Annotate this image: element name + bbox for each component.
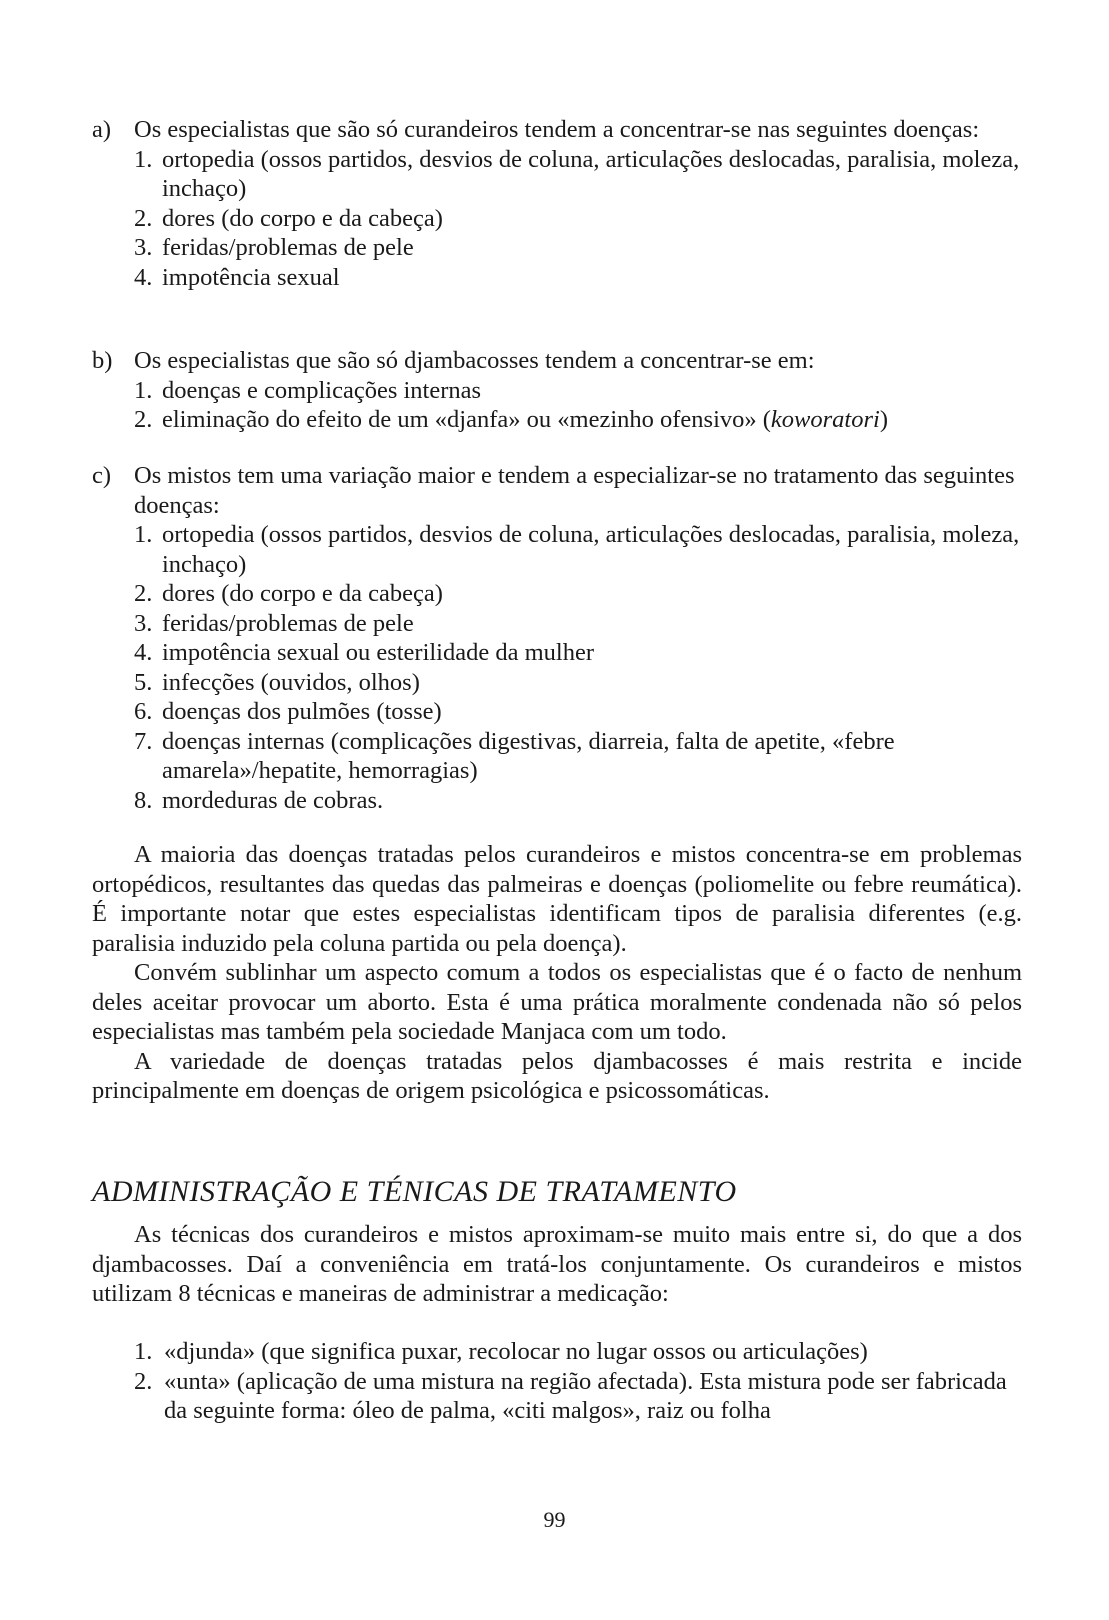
body-text [92,840,1022,1106]
page-number: 99 [543,1507,566,1532]
list-item: 6. doenças dos pulmões (tosse) [134,698,442,725]
list-lead: Os especialistas que são só djambacosses tendem a concentrar-se em: [134,347,815,374]
paragraph: As técnicas dos curandeiros e mistos aproximam-se muito mais entre si, do que a dos djambacosses. Daí a conveniência em tratá-los conjuntamente. Os curandeiros e mistos utilizam 8 técnicas e maneiras de administrar a medicação: [92,1221,1022,1307]
list-item: 2. dores (do corpo e da cabeça) [134,580,443,607]
list-lead: Os mistos tem uma variação maior e tendem a especializar-se no tratamento das seguintes doenças: [134,462,1015,519]
paragraph: A maioria das doenças tratadas pelos curandeiros e mistos concentra-se em problemas ortopédicos, resultantes das quedas das palmeiras e doenças (poliomelite ou febre reumática). É importante notar que estes especialistas identificam tipos de paralisia diferentes (e.g. paralisia induzido pela coluna partida ou pela doença). [92,841,1022,957]
list-item: 1. ortopedia (ossos partidos, desvios de coluna, articulações deslocadas, paralisia, moleza, inchaço) [134,521,1020,578]
list-item: 7. doenças internas (complicações digestivas, diarreia, falta de apetite, «febre amarela»/hepatite, hemorragias) [134,727,895,784]
list-a [92,115,1022,292]
list-label: b) [92,347,113,374]
paragraph: Convém sublinhar um aspecto comum a todos os especialistas que é o facto de nenhum deles aceitar provocar um aborto. Esta é uma prática moralmente condenada não só pelos especialistas mas também pela sociedade Manjaca com um todo. [92,959,1022,1045]
list-item: 8. mordeduras de cobras. [134,786,384,814]
list-item: 1. ortopedia (ossos partidos, desvios de coluna, articulações deslocadas, paralisia, moleza, inchaço) [134,145,1020,202]
list-items [92,376,1022,435]
list-label: a) [92,116,112,143]
list-items [92,145,1022,293]
list-lead: Os especialistas que são só curandeiros tendem a concentrar-se nas seguintes doenças: [134,116,980,143]
list-item: 2. «unta» (aplicação de uma mistura na região afectada). Esta mistura pode ser fabricada da seguinte forma: óleo de palma, «citi malgos», raiz ou folha [134,1367,1007,1424]
list-item: 3. feridas/problemas de pele [134,234,414,261]
list-item: 4. impotência sexual [134,263,340,291]
list-item: 2. eliminação do efeito de um «djanfa» ou «mezinho ofensivo» (koworatori) [134,406,888,433]
list-item: 1. doenças e complicações internas [134,376,482,404]
list-c [92,461,1022,815]
list-item: 1. «djunda» (que significa puxar, recolocar no lugar ossos ou articulações) [134,1338,868,1365]
list-b [92,346,1022,435]
techniques-list [92,1337,1022,1426]
list-item: 4. impotência sexual ou esterilidade da mulher [134,639,595,666]
section-heading: ADMINISTRAÇÃO E TÉNICAS DE TRATAMENTO [92,1175,737,1208]
list-item: 2. dores (do corpo e da cabeça) [134,204,443,232]
list-label: c) [92,462,112,489]
section-body [92,1220,1022,1309]
list-items [92,520,1022,815]
paragraph: A variedade de doenças tratadas pelos djambacosses é mais restrita e incide principalmente em doenças de origem psicológica e psicossomáticas. [92,1047,1022,1104]
list-item: 5. infecções (ouvidos, olhos) [134,668,420,696]
list-item: 3. feridas/problemas de pele [134,609,414,637]
